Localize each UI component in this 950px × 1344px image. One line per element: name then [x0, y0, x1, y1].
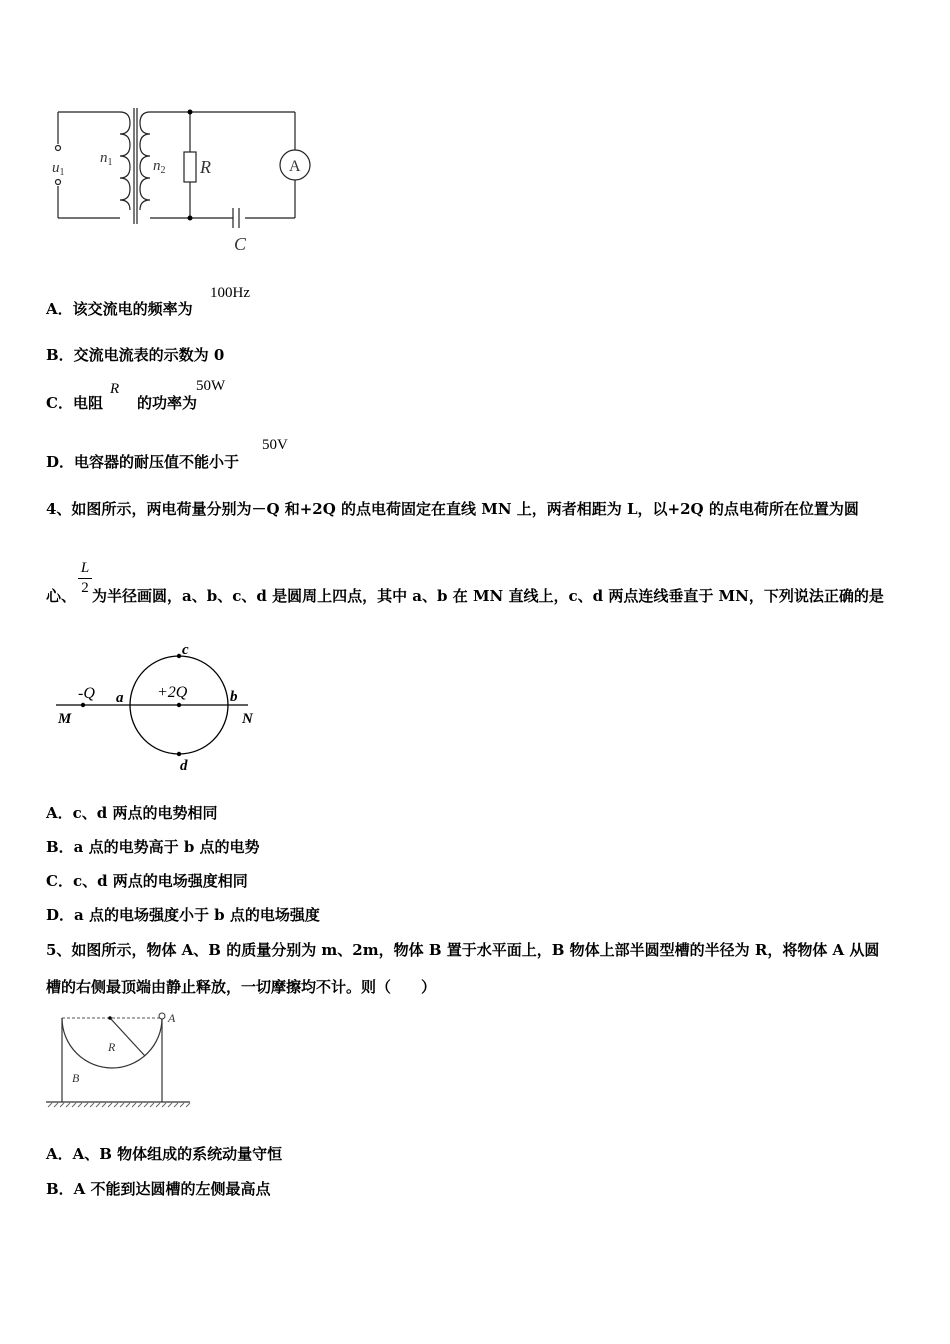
point-c-label: c	[182, 642, 189, 658]
q3-option-d-text: D．电容器的耐压值不能小于	[46, 453, 240, 471]
q3-option-c-resistor: R	[110, 381, 120, 397]
q4-fraction-numerator: L	[80, 560, 90, 576]
object-b-label: B	[72, 1071, 80, 1085]
neg-q-label: -Q	[78, 685, 95, 702]
capacitor-label: C	[234, 234, 247, 254]
q3-option-c-text2: 的功率为	[136, 394, 197, 412]
transformer-circuit-figure	[40, 100, 330, 260]
q3-option-b	[46, 344, 224, 365]
q4-stem-line2-start: 心、	[46, 587, 77, 605]
q4-stem-line2	[46, 585, 916, 606]
point-n-label: N	[242, 711, 253, 727]
point-m-label: M	[58, 711, 72, 727]
n1-label: $n_1$	[100, 150, 113, 168]
point-b-label: b	[230, 689, 238, 705]
point-d-label: d	[180, 758, 188, 774]
q3-option-a-text: A．该交流电的频率为	[46, 300, 193, 318]
resistor-label: R	[200, 157, 211, 177]
q3-option-c-text1: C．电阻	[46, 394, 103, 412]
q4-fraction-denominator: 2	[81, 580, 89, 596]
q4-stem-line1: 4、如图所示，两电荷量分别为－Q 和+2Q 的点电荷固定在直线 MN 上，两者相距为 L，以+2Q 的点电荷所在位置为圆	[46, 500, 859, 518]
q4-option-d: D．a 点的电场强度小于 b 点的电场强度	[46, 906, 320, 924]
q5-stem-line2: 槽的右侧最顶端由静止释放，一切摩擦均不计。则（ ）	[46, 978, 437, 996]
q3-option-c-value: 50W	[196, 378, 226, 394]
pos-2q-label: +2Q	[157, 684, 188, 701]
q4-option-b: B．a 点的电势高于 b 点的电势	[46, 838, 260, 856]
q3-option-a-value: 100Hz	[210, 285, 250, 301]
q4-stem-line2-rest: 为半径画圆，a、b、c、d 是圆周上四点，其中 a、b 在 MN 直线上，c、d 两点连线垂直于 MN，下列说法正确的是	[92, 587, 884, 605]
n2-label: $n_2$	[153, 158, 166, 176]
q5-stem-line1: 5、如图所示，物体 A、B 的质量分别为 m、2m，物体 B 置于水平面上，B 物体上部半圆型槽的半径为 R，将物体 A 从圆	[46, 941, 880, 959]
charges-circle-figure	[52, 640, 272, 780]
radius-label: R	[108, 1040, 116, 1054]
q3-option-d	[46, 451, 239, 472]
q5-option-b: B．A 不能到达圆槽的左侧最高点	[46, 1180, 271, 1198]
object-a-label: A	[168, 1011, 176, 1025]
u1-label: $u_1$	[52, 160, 65, 178]
ammeter-label: A	[289, 158, 301, 175]
semicircle-groove-figure	[42, 1006, 202, 1116]
q3-option-c	[46, 392, 197, 413]
point-a-label: a	[116, 690, 124, 706]
q4-fraction	[78, 560, 92, 597]
q3-option-a	[46, 298, 193, 319]
q3-option-d-value: 50V	[262, 437, 288, 453]
q4-option-a: A．c、d 两点的电势相同	[46, 804, 218, 822]
q3-option-b-text: B．交流电流表的示数为 0	[46, 346, 225, 364]
q4-option-c: C．c、d 两点的电场强度相同	[46, 872, 248, 890]
q5-option-a: A．A、B 物体组成的系统动量守恒	[46, 1145, 283, 1163]
